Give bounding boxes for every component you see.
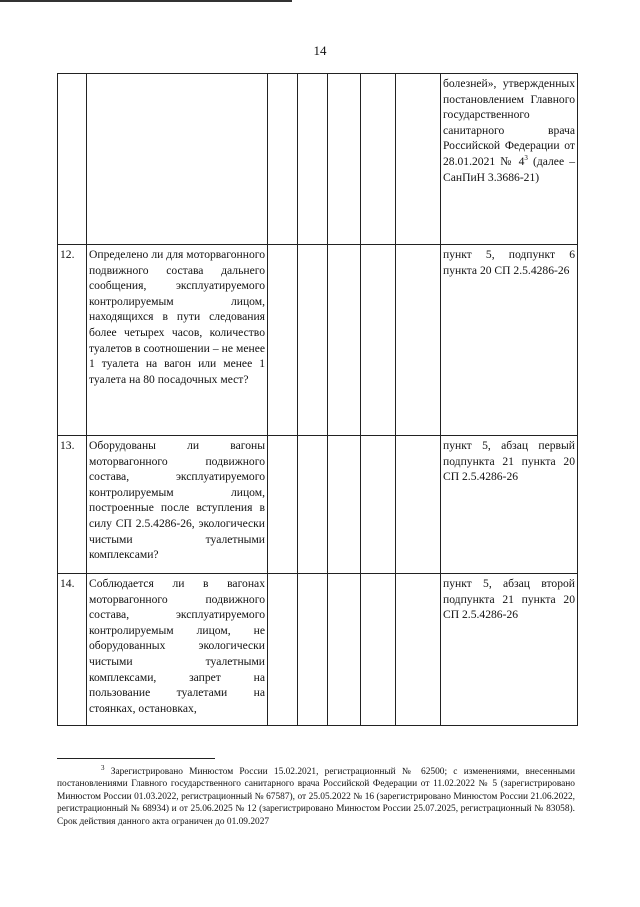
table-row	[58, 245, 578, 436]
footnote-divider	[57, 758, 215, 759]
top-rule	[0, 0, 292, 2]
answer-yes-cell	[268, 574, 298, 726]
footnote-number: 3	[101, 763, 105, 772]
reference-cell: пункт 5, абзац первый подпункта 21 пункта 20 СП 2.5.4286-26	[441, 436, 578, 574]
note-cell	[396, 74, 441, 245]
answer-no-cell	[298, 74, 328, 245]
answer-cell	[361, 74, 396, 245]
row-number: 12.	[58, 245, 87, 436]
answer-na-cell	[328, 74, 361, 245]
footnote	[57, 763, 576, 828]
answer-na-cell	[328, 574, 361, 726]
footnote-text: Зарегистрировано Минюстом России 15.02.2021, регистрационный № 62500; с изменениями, внесенными постановлениями Главного государственного санитарного врача Российской Федерации от 11.02.2022 № 5 (зарегистрировано Минюстом России 01.03.2022, регистрационный № 67587), от 25.05.2022 № 16 (зарегистрировано Минюстом России 21.06.2022, регистрационный № 68934) и от 25.06.2025 № 12 (зарегистрировано Минюстом России 25.07.2025, регистрационный № 83058). Срок действия данного акта ограничен до 01.09.2027	[57, 767, 576, 827]
table-row	[58, 74, 578, 245]
question-cell: Соблюдается ли в вагонах моторвагонного подвижного состава, эксплуатируемого контролируемым лицом, не оборудованных экологически чистыми туалетными комплексами, запрет на пользование туалетами на стоянках, остановках,	[87, 574, 268, 726]
answer-cell	[361, 574, 396, 726]
reference-text: болезней», утвержденных постановлением Главного государственного санитарного врача Российской Федерации от 28.01.2021 № 4	[443, 77, 575, 168]
page-number: 14	[313, 43, 327, 58]
reference-cell: пункт 5, подпункт 6 пункта 20 СП 2.5.4286-26	[441, 245, 578, 436]
row-number: 13.	[58, 436, 87, 574]
answer-na-cell	[328, 436, 361, 574]
row-number	[58, 74, 87, 245]
table-row	[58, 574, 578, 726]
note-cell	[396, 245, 441, 436]
answer-cell	[361, 245, 396, 436]
requirements-table	[57, 73, 578, 726]
answer-no-cell	[298, 436, 328, 574]
answer-yes-cell	[268, 245, 298, 436]
question-cell: Оборудованы ли вагоны моторвагонного подвижного состава, эксплуатируемого контролируемым лицом, построенные после вступления в силу СП 2.5.4286-26, экологически чистыми туалетными комплексами?	[87, 436, 268, 574]
footnote-marker: 3	[524, 154, 528, 163]
question-cell	[87, 74, 268, 245]
answer-yes-cell	[268, 436, 298, 574]
answer-na-cell	[328, 245, 361, 436]
answer-yes-cell	[268, 74, 298, 245]
note-cell	[396, 436, 441, 574]
answer-cell	[361, 436, 396, 574]
question-cell: Определено ли для моторвагонного подвижного состава дальнего сообщения, эксплуатируемого контролируемым лицом, находящихся в пути следования более четырех часов, количество туалетов в соотношении – не менее 1 туалета на вагон или менее 1 туалета на 80 посадочных мест?	[87, 245, 268, 436]
table-row	[58, 436, 578, 574]
reference-text-tail: (далее – СанПиН 3.3686-21)	[443, 154, 575, 184]
answer-no-cell	[298, 245, 328, 436]
note-cell	[396, 574, 441, 726]
reference-cell: пункт 5, абзац второй подпункта 21 пункта 20 СП 2.5.4286-26	[441, 574, 578, 726]
row-number: 14.	[58, 574, 87, 726]
reference-cell	[441, 74, 578, 245]
answer-no-cell	[298, 574, 328, 726]
